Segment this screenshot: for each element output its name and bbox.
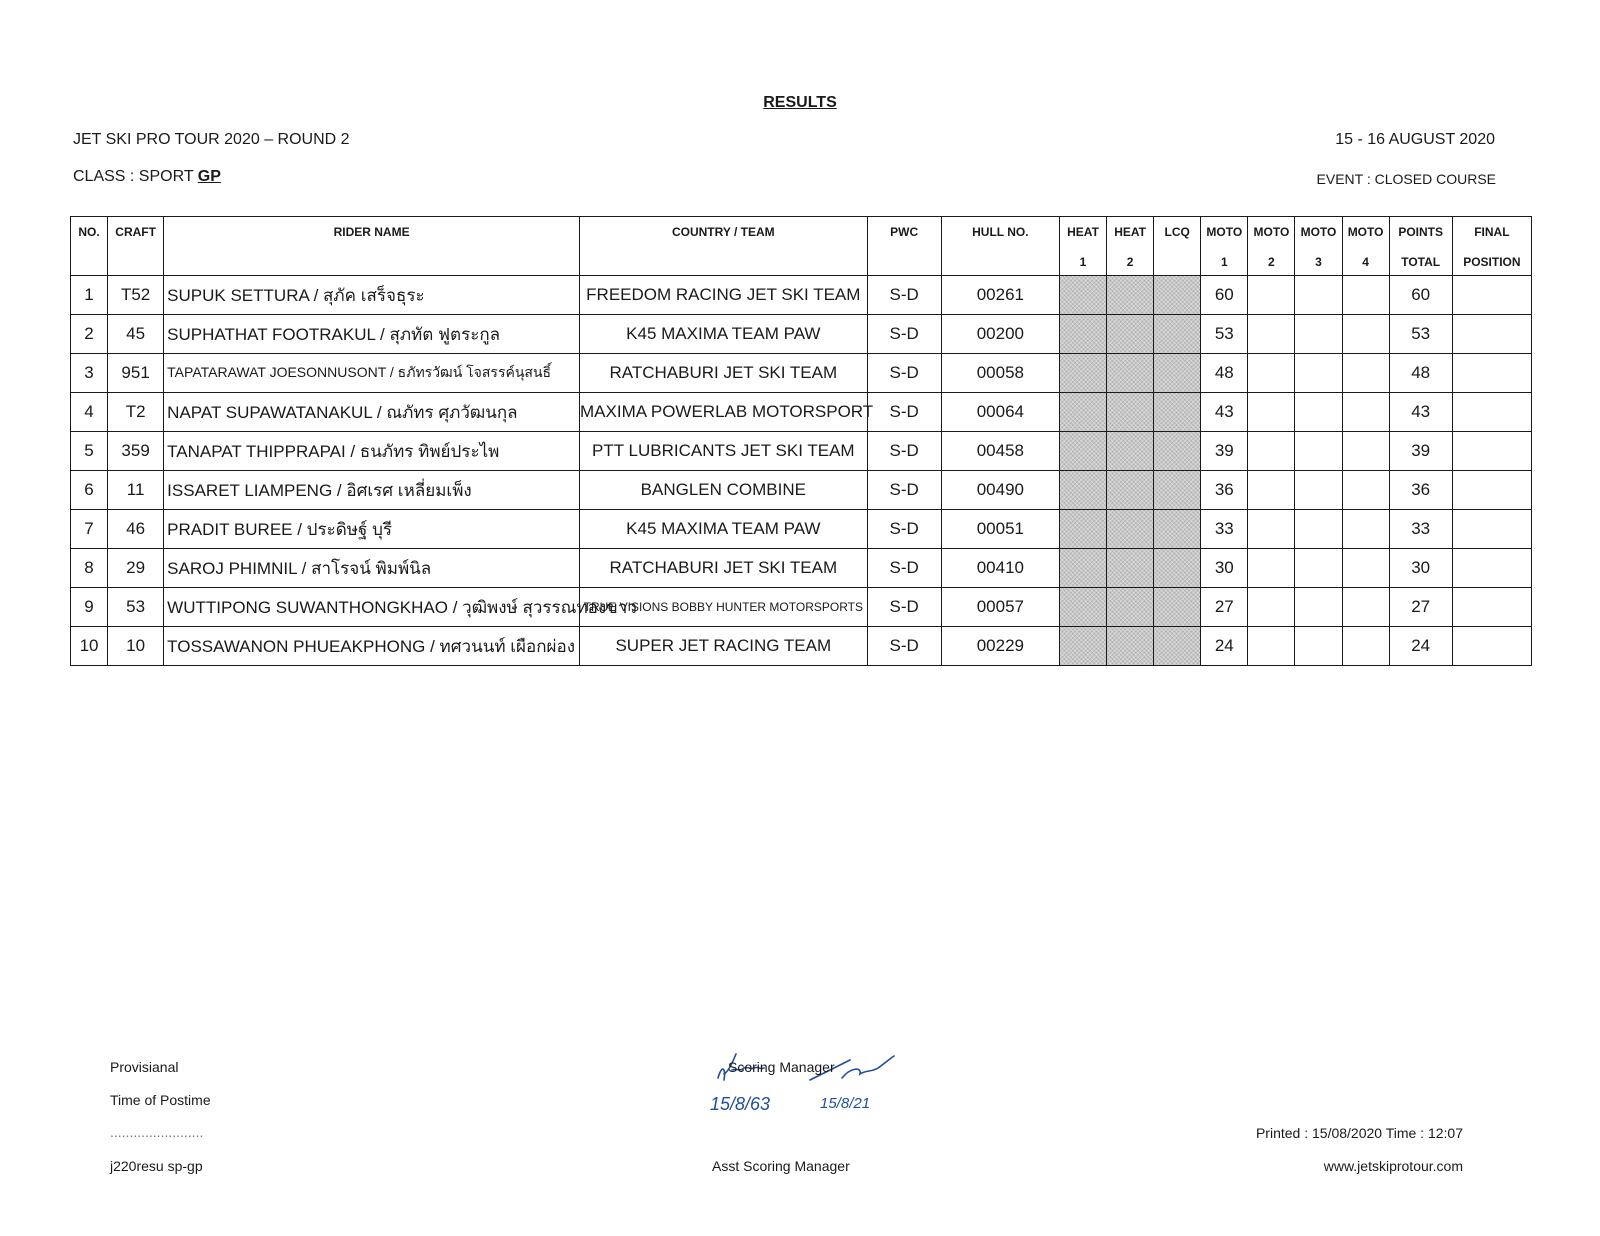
moto-1-cell: 27 <box>1201 588 1248 627</box>
hull-number-cell: 00458 <box>941 432 1059 471</box>
points-total-cell: 24 <box>1389 627 1452 666</box>
moto-2-cell <box>1248 432 1295 471</box>
heat-1-cell <box>1059 276 1106 315</box>
points-total-cell: 53 <box>1389 315 1452 354</box>
final-position-cell <box>1452 549 1531 588</box>
hull-number-cell: 00229 <box>941 627 1059 666</box>
hull-number-cell: 00200 <box>941 315 1059 354</box>
position-cell: 7 <box>71 510 108 549</box>
pwc-cell: S-D <box>867 276 941 315</box>
pwc-cell: S-D <box>867 471 941 510</box>
table-row <box>71 276 1532 315</box>
column-header-line-2: 4 <box>1362 255 1369 269</box>
column-header-line-1: PWC <box>890 225 919 239</box>
points-total-cell: 33 <box>1389 510 1452 549</box>
points-total-cell: 36 <box>1389 471 1452 510</box>
column-header <box>164 217 580 276</box>
pwc-cell: S-D <box>867 393 941 432</box>
moto-2-cell <box>1248 354 1295 393</box>
team-cell: RATCHABURI JET SKI TEAM <box>580 549 868 588</box>
moto-4-cell <box>1342 354 1389 393</box>
printed-timestamp: Printed : 15/08/2020 Time : 12:07 <box>1255 1125 1463 1141</box>
heat-2-cell <box>1107 549 1154 588</box>
rider-name-cell: TOSSAWANON PHUEAKPHONG / ทศวนนท์ เผือกผ่อง <box>164 627 580 666</box>
points-total-cell: 60 <box>1389 276 1452 315</box>
craft-cell: 10 <box>108 627 164 666</box>
heat-1-cell <box>1059 354 1106 393</box>
position-cell: 8 <box>71 549 108 588</box>
column-header-line-2: TOTAL <box>1401 255 1441 269</box>
column-header <box>1201 217 1248 276</box>
pwc-cell: S-D <box>867 549 941 588</box>
team-cell: TRUE VISIONS BOBBY HUNTER MOTORSPORTS <box>580 588 868 627</box>
position-cell: 2 <box>71 315 108 354</box>
column-header-line-2 <box>1154 239 1200 255</box>
column-header <box>867 217 941 276</box>
craft-cell: 46 <box>108 510 164 549</box>
column-header-line-1: RIDER NAME <box>333 225 410 239</box>
column-header-line-2: 3 <box>1315 255 1322 269</box>
heat-2-cell <box>1107 432 1154 471</box>
final-position-cell <box>1452 432 1531 471</box>
moto-4-cell <box>1342 315 1389 354</box>
scoring-manager-label: Scoring Manager <box>728 1059 835 1075</box>
lcq-cell <box>1154 549 1201 588</box>
moto-1-cell: 30 <box>1201 549 1248 588</box>
lcq-cell <box>1154 432 1201 471</box>
moto-3-cell <box>1295 315 1342 354</box>
team-cell: K45 MAXIMA TEAM PAW <box>580 510 868 549</box>
column-header-line-1: MOTO <box>1206 225 1243 239</box>
event-type: EVENT : CLOSED COURSE <box>1316 171 1496 187</box>
craft-cell: 45 <box>108 315 164 354</box>
rider-name-cell: PRADIT BUREE / ประดิษฐ์ บุรี <box>164 510 580 549</box>
team-cell: BANGLEN COMBINE <box>580 471 868 510</box>
team-cell: FREEDOM RACING JET SKI TEAM <box>580 276 868 315</box>
hull-number-cell: 00051 <box>941 510 1059 549</box>
position-cell: 6 <box>71 471 108 510</box>
position-cell: 1 <box>71 276 108 315</box>
column-header <box>1452 217 1531 276</box>
craft-cell: 53 <box>108 588 164 627</box>
pwc-cell: S-D <box>867 354 941 393</box>
file-code: j220resu sp-gp <box>110 1158 203 1174</box>
team-cell: RATCHABURI JET SKI TEAM <box>580 354 868 393</box>
heat-1-cell <box>1059 549 1106 588</box>
moto-3-cell <box>1295 393 1342 432</box>
event-name: JET SKI PRO TOUR 2020 – ROUND 2 <box>73 131 350 148</box>
lcq-cell <box>1154 627 1201 666</box>
final-position-cell <box>1452 393 1531 432</box>
rider-name-cell: WUTTIPONG SUWANTHONGKHAO / วุฒิพงษ์ สุวรรณทองขาว <box>164 588 580 627</box>
heat-2-cell <box>1107 315 1154 354</box>
rider-name-cell: SUPUK SETTURA / สุภัค เสร็จธุระ <box>164 276 580 315</box>
column-header <box>1389 217 1452 276</box>
column-header-line-2 <box>942 239 1059 255</box>
class-label <box>73 168 221 186</box>
moto-1-cell: 36 <box>1201 471 1248 510</box>
points-total-cell: 48 <box>1389 354 1452 393</box>
pwc-cell: S-D <box>867 315 941 354</box>
heat-2-cell <box>1107 471 1154 510</box>
column-header-line-1: FINAL <box>1474 225 1510 239</box>
column-header-line-2 <box>164 239 579 255</box>
rider-name-cell: SUPHATHAT FOOTRAKUL / สุภทัต ฟูตระกูล <box>164 315 580 354</box>
team-cell: K45 MAXIMA TEAM PAW <box>580 315 868 354</box>
time-of-postime-label: Time of Postime <box>110 1092 211 1108</box>
hull-number-cell: 00261 <box>941 276 1059 315</box>
column-header-line-1: POINTS <box>1398 225 1444 239</box>
column-header-line-2: 2 <box>1126 255 1134 269</box>
moto-3-cell <box>1295 276 1342 315</box>
final-position-cell <box>1452 315 1531 354</box>
table-body <box>71 276 1532 666</box>
craft-cell: 11 <box>108 471 164 510</box>
signature-date-2: 15/8/21 <box>820 1095 871 1112</box>
rider-name-cell: SAROJ PHIMNIL / สาโรจน์ พิมพ์นิล <box>164 549 580 588</box>
moto-4-cell <box>1342 276 1389 315</box>
heat-2-cell <box>1107 627 1154 666</box>
rider-name-cell: NAPAT SUPAWATANAKUL / ณภัทร ศุภวัฒนกุล <box>164 393 580 432</box>
lcq-cell <box>1154 354 1201 393</box>
column-header-line-2 <box>108 239 163 255</box>
table-row <box>71 510 1532 549</box>
team-cell: SUPER JET RACING TEAM <box>580 627 868 666</box>
craft-cell: 951 <box>108 354 164 393</box>
column-header-line-1: CRAFT <box>115 225 156 239</box>
heat-1-cell <box>1059 471 1106 510</box>
heat-2-cell <box>1107 510 1154 549</box>
column-header <box>1248 217 1295 276</box>
column-header-line-2 <box>71 239 107 255</box>
header-row <box>71 217 1532 276</box>
position-cell: 10 <box>71 627 108 666</box>
moto-4-cell <box>1342 432 1389 471</box>
moto-1-cell: 48 <box>1201 354 1248 393</box>
final-position-cell <box>1452 354 1531 393</box>
moto-3-cell <box>1295 471 1342 510</box>
final-position-cell <box>1452 510 1531 549</box>
craft-cell: T52 <box>108 276 164 315</box>
heat-2-cell <box>1107 588 1154 627</box>
lcq-cell <box>1154 276 1201 315</box>
results-table <box>70 216 1532 666</box>
column-header <box>71 217 108 276</box>
moto-1-cell: 43 <box>1201 393 1248 432</box>
asst-scoring-manager-label: Asst Scoring Manager <box>712 1158 850 1174</box>
column-header <box>1059 217 1106 276</box>
moto-4-cell <box>1342 393 1389 432</box>
column-header <box>941 217 1059 276</box>
moto-3-cell <box>1295 510 1342 549</box>
pwc-cell: S-D <box>867 510 941 549</box>
table-row <box>71 549 1532 588</box>
rider-name-cell: TANAPAT THIPPRAPAI / ธนภัทร ทิพย์ประไพ <box>164 432 580 471</box>
hull-number-cell: 00057 <box>941 588 1059 627</box>
heat-1-cell <box>1059 627 1106 666</box>
column-header <box>1154 217 1201 276</box>
heat-1-cell <box>1059 432 1106 471</box>
points-total-cell: 30 <box>1389 549 1452 588</box>
position-cell: 3 <box>71 354 108 393</box>
table-row <box>71 432 1532 471</box>
heat-1-cell <box>1059 393 1106 432</box>
final-position-cell <box>1452 471 1531 510</box>
heat-1-cell <box>1059 510 1106 549</box>
pwc-cell: S-D <box>867 588 941 627</box>
moto-3-cell <box>1295 354 1342 393</box>
heat-2-cell <box>1107 354 1154 393</box>
moto-2-cell <box>1248 393 1295 432</box>
moto-1-cell: 60 <box>1201 276 1248 315</box>
website-link[interactable]: www.jetskiprotour.com <box>1323 1158 1463 1174</box>
moto-2-cell <box>1248 588 1295 627</box>
points-total-cell: 43 <box>1389 393 1452 432</box>
table-row <box>71 588 1532 627</box>
column-header-line-2: 2 <box>1268 255 1275 269</box>
craft-cell: T2 <box>108 393 164 432</box>
class-suffix: GP <box>197 168 221 185</box>
moto-4-cell <box>1342 549 1389 588</box>
moto-2-cell <box>1248 627 1295 666</box>
craft-cell: 29 <box>108 549 164 588</box>
column-header <box>1342 217 1389 276</box>
column-header-line-2 <box>868 239 941 255</box>
position-cell: 9 <box>71 588 108 627</box>
moto-2-cell <box>1248 549 1295 588</box>
provisional-label: Provisianal <box>110 1059 179 1075</box>
hull-number-cell: 00410 <box>941 549 1059 588</box>
hull-number-cell: 00058 <box>941 354 1059 393</box>
column-header-line-2: 1 <box>1079 255 1087 269</box>
pwc-cell: S-D <box>867 432 941 471</box>
column-header-line-1: HULL NO. <box>972 225 1029 239</box>
moto-4-cell <box>1342 588 1389 627</box>
column-header <box>108 217 164 276</box>
signature-date-1: 15/8/63 <box>710 1094 771 1114</box>
table-row <box>71 627 1532 666</box>
final-position-cell <box>1452 627 1531 666</box>
rider-name-cell: ISSARET LIAMPENG / อิศเรศ เหลี่ยมเพ็ง <box>164 471 580 510</box>
event-date: 15 - 16 AUGUST 2020 <box>1335 131 1495 148</box>
position-cell: 5 <box>71 432 108 471</box>
moto-1-cell: 33 <box>1201 510 1248 549</box>
craft-cell: 359 <box>108 432 164 471</box>
postime-dots: ........................ <box>110 1124 204 1140</box>
column-header-line-1: NO. <box>78 225 100 239</box>
column-header-line-1: HEAT <box>1067 225 1099 239</box>
table-row <box>71 471 1532 510</box>
column-header <box>1295 217 1342 276</box>
column-header <box>1107 217 1154 276</box>
team-cell: PTT LUBRICANTS JET SKI TEAM <box>580 432 868 471</box>
moto-2-cell <box>1248 471 1295 510</box>
moto-2-cell <box>1248 510 1295 549</box>
team-cell: MAXIMA POWERLAB MOTORSPORT <box>580 393 868 432</box>
position-cell: 4 <box>71 393 108 432</box>
table-row <box>71 315 1532 354</box>
column-header-line-2: 1 <box>1220 255 1228 269</box>
column-header-line-2: POSITION <box>1463 255 1521 269</box>
hull-number-cell: 00490 <box>941 471 1059 510</box>
column-header <box>580 217 868 276</box>
heat-2-cell <box>1107 393 1154 432</box>
document-title: RESULTS <box>763 94 837 111</box>
moto-1-cell: 24 <box>1201 627 1248 666</box>
column-header-line-2 <box>580 239 867 255</box>
lcq-cell <box>1154 315 1201 354</box>
hull-number-cell: 00064 <box>941 393 1059 432</box>
column-header-line-1: MOTO <box>1347 225 1384 239</box>
pwc-cell: S-D <box>867 627 941 666</box>
column-header-line-1: COUNTRY / TEAM <box>671 225 775 239</box>
column-header-line-1: LCQ <box>1164 225 1190 239</box>
moto-1-cell: 53 <box>1201 315 1248 354</box>
moto-2-cell <box>1248 276 1295 315</box>
column-header-line-1: HEAT <box>1114 225 1146 239</box>
rider-name-cell: TAPATARAWAT JOESONNUSONT / ธภัทรวัฒน์ โจสรรค์นุสนธิ์ <box>164 354 580 393</box>
table-row <box>71 393 1532 432</box>
moto-4-cell <box>1342 627 1389 666</box>
moto-2-cell <box>1248 315 1295 354</box>
heat-2-cell <box>1107 276 1154 315</box>
final-position-cell <box>1452 588 1531 627</box>
moto-1-cell: 39 <box>1201 432 1248 471</box>
moto-3-cell <box>1295 627 1342 666</box>
column-header-line-1: MOTO <box>1300 225 1337 239</box>
lcq-cell <box>1154 393 1201 432</box>
heat-1-cell <box>1059 588 1106 627</box>
moto-3-cell <box>1295 549 1342 588</box>
moto-3-cell <box>1295 432 1342 471</box>
points-total-cell: 39 <box>1389 432 1452 471</box>
lcq-cell <box>1154 510 1201 549</box>
lcq-cell <box>1154 588 1201 627</box>
class-prefix: CLASS : SPORT <box>73 168 194 185</box>
moto-4-cell <box>1342 510 1389 549</box>
column-header-line-1: MOTO <box>1253 225 1290 239</box>
moto-3-cell <box>1295 588 1342 627</box>
heat-1-cell <box>1059 315 1106 354</box>
table-row <box>71 354 1532 393</box>
final-position-cell <box>1452 276 1531 315</box>
lcq-cell <box>1154 471 1201 510</box>
moto-4-cell <box>1342 471 1389 510</box>
points-total-cell: 27 <box>1389 588 1452 627</box>
